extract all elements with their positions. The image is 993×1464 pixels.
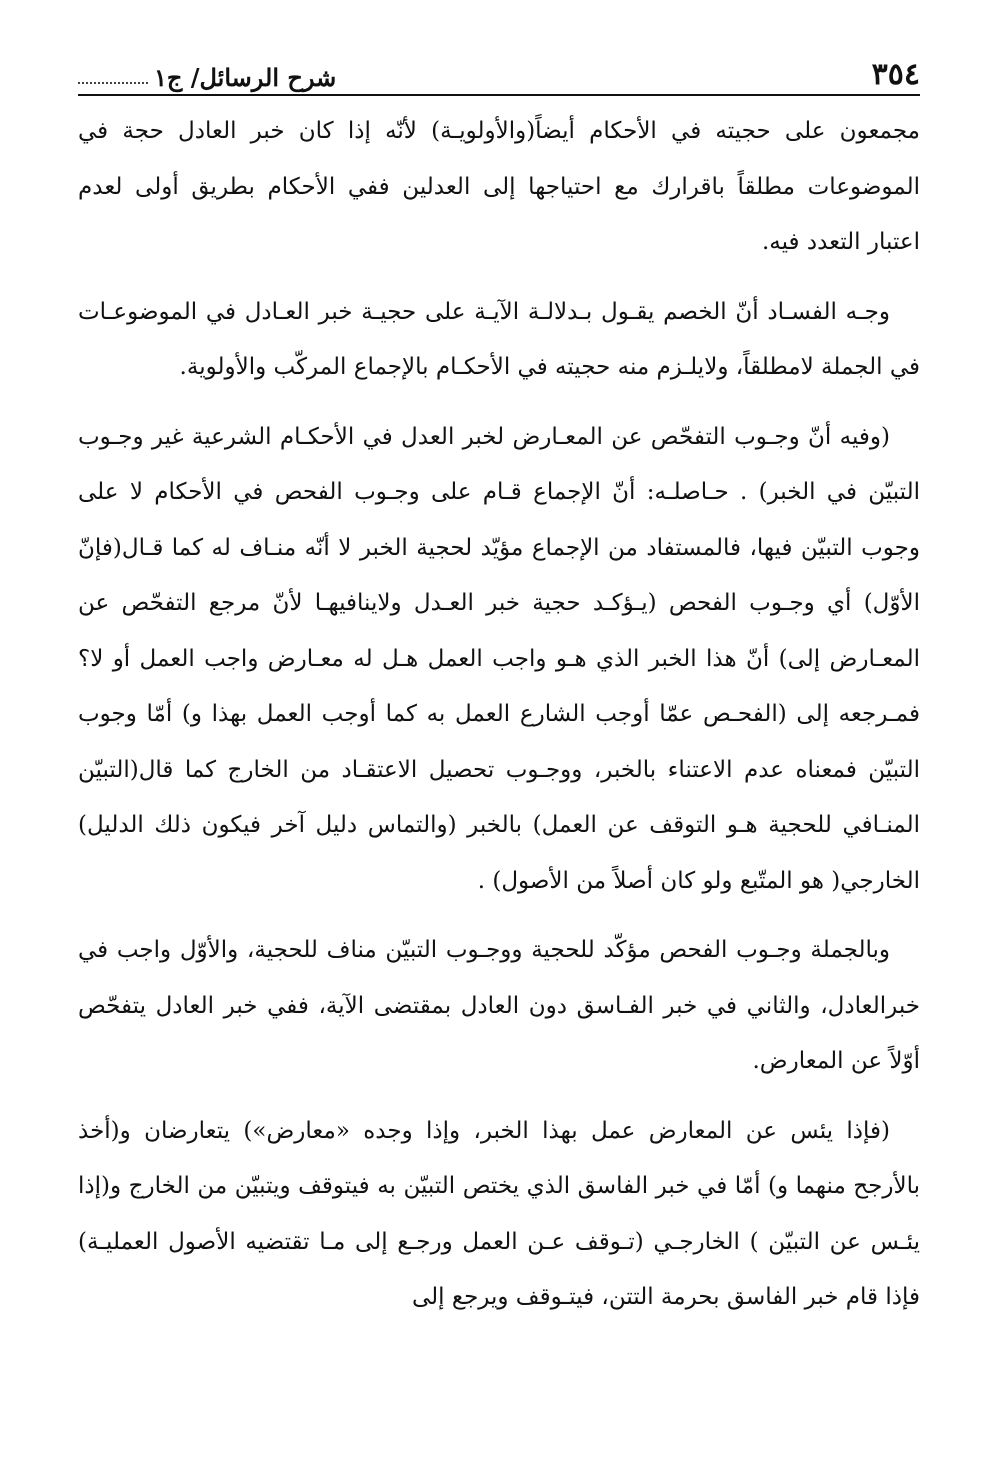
paragraph: وجـه الفسـاد أنّ الخصم يقـول بـدلالـة الآيـة على حجيـة خبر العـادل في الموضوعـات في الجملة لامطلقاً، ولايلـزم منه حجيته في الأحكـام بالإجماع المركّب والأولوية. xyxy=(78,298,920,380)
body-text xyxy=(78,104,920,1326)
dotted-leader xyxy=(78,82,148,84)
running-title: شرح الرسائل/ ج١ xyxy=(154,63,337,92)
paragraph: (فإذا يئس عن المعارض عمل بهذا الخبر، وإذا وجده «معارض») يتعارضان و(أخذ بالأرجح منهما و) أمّا في خبر الفاسق الذي يختص التبيّن به فيتوقف ويتبيّن من الخارج و(إذا يئـس عن التبيّن ) الخارجـي (تـوقف عـن العمل ورجـع إلى مـا تقتضيه الأصول العمليـة) فإذا قام خبر الفاسق بحرمة التتن، فيتـوقف ويرجع إلى xyxy=(78,1117,920,1310)
paragraph: مجمعون على حجيته في الأحكام أيضاً(والأولويـة) لأنّه إذا كان خبر العادل حجة في الموضوعات مطلقاً باقرارك مع احتياجها إلى العدلين ففي الأحكام بطريق أولى لعدم اعتبار التعدد فيه. xyxy=(78,118,920,255)
page-header xyxy=(78,40,920,96)
book-page xyxy=(78,40,920,1440)
paragraph: وبالجملة وجـوب الفحص مؤكّد للحجية ووجـوب التبيّن مناف للحجية، والأوّل واجب في خبرالعادل، والثاني في خبر الفـاسق دون العادل بمقتضى الآية، ففي خبر العادل يتفحّص أوّلاً عن المعارض. xyxy=(78,937,920,1074)
page-number: ٣٥٤ xyxy=(871,57,920,92)
running-title-block xyxy=(78,63,337,92)
paragraph: (وفيه أنّ وجـوب التفحّص عن المعـارض لخبر العدل في الأحكـام الشرعية غير وجـوب التبيّن في الخبر) . حـاصلـه: أنّ الإجماع قـام على وجـوب الفحص في الأحكام لا على وجوب التبيّن فيها، فالمستفاد من الإجماع مؤيّد لحجية الخبر لا أنّه منـاف له كما قـال(فإنّ الأوّل) أي وجـوب الفحص (يـؤكـد حجية خبر العـدل ولاينافيهـا لأنّ مرجع التفحّص عن المعـارض إلى) أنّ هذا الخبر الذي هـو واجب العمل هـل له معـارض واجب العمل أو لا؟ فمـرجعه إلى (الفحـص عمّا أوجب الشارع العمل به كما أوجب العمل بهذا و) أمّا وجوب التبيّن فمعناه عدم الاعتناء بالخبر، ووجـوب تحصيل الاعتقـاد من الخارج كما قال(التبيّن المنـافي للحجية هـو التوقف عن العمل) بالخبر (والتماس دليل آخر فيكون ذلك الدليل) الخارجي( هو المتّبع ولو كان أصلاً من الأصول) . xyxy=(78,423,920,894)
